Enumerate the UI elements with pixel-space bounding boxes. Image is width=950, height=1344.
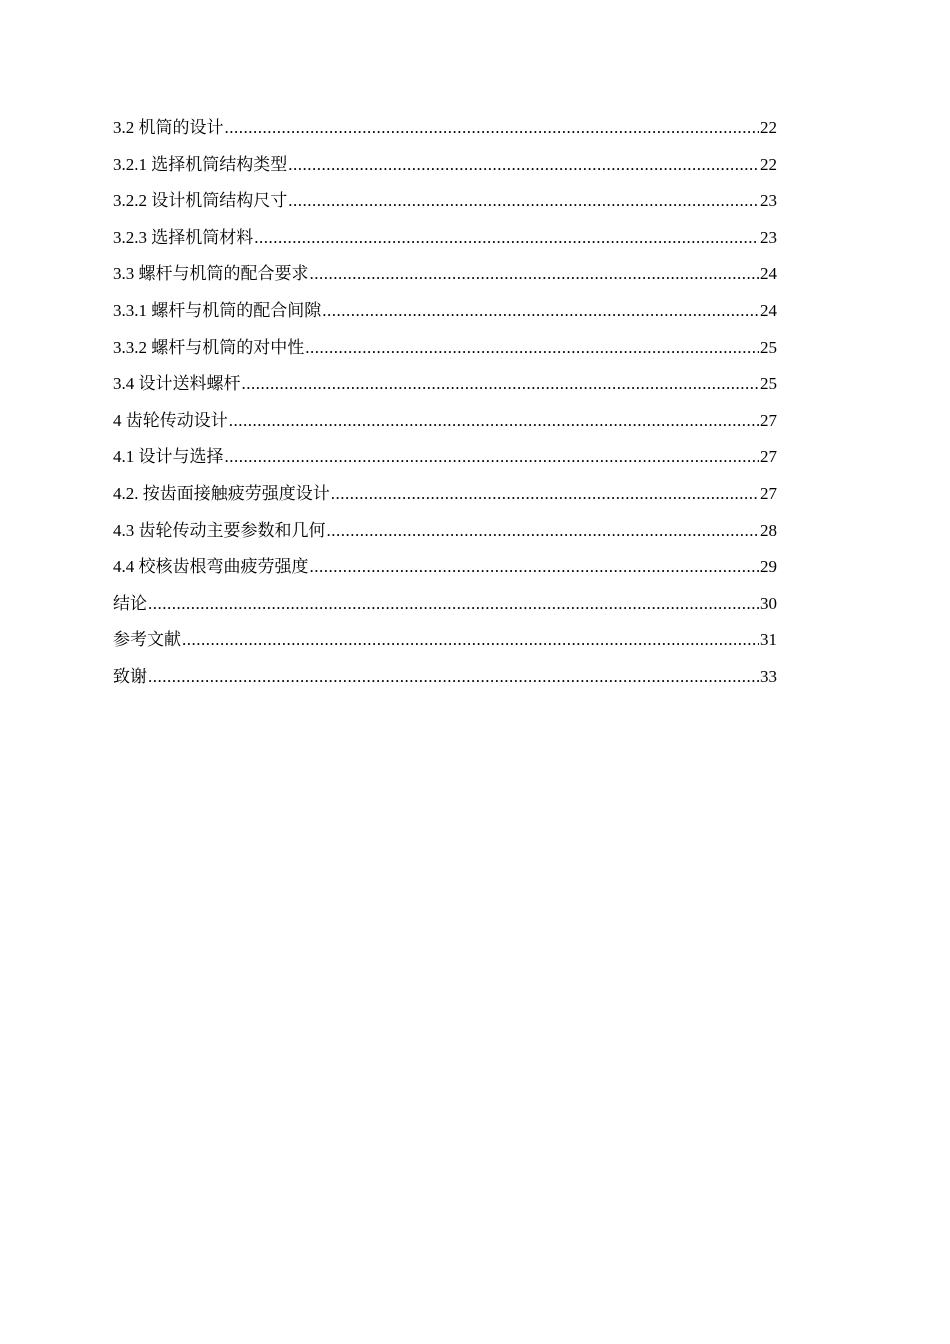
toc-entry[interactable] [113,662,777,699]
toc-entry-page: 27 [760,447,777,467]
toc-entry-page: 28 [760,520,777,540]
toc-dot-leader [288,155,759,175]
toc-entry-title: 3.2.3 选择机筒材料 [113,227,254,247]
toc-entry-title: 3.3.2 螺杆与机筒的对中性 [113,337,305,357]
toc-dot-leader [288,191,759,211]
toc-dot-leader [322,301,759,321]
toc-entry-page: 33 [760,666,777,686]
toc-entry-page: 27 [760,410,777,430]
toc-entry-title: 3.2.2 设计机筒结构尺寸 [113,191,288,211]
toc-entry-page: 24 [760,300,777,320]
toc-dot-leader [310,264,760,284]
toc-dot-leader [225,447,760,467]
toc-entry[interactable] [113,113,777,150]
toc-entry-page: 22 [760,154,777,174]
toc-dot-leader [327,521,760,541]
toc-entry[interactable] [113,296,777,333]
toc-entry-page: 25 [760,337,777,357]
toc-dot-leader [254,228,759,248]
toc-entry-title: 4.2. 按齿面接触疲劳强度设计 [113,483,330,503]
toc-entry-page: 23 [760,227,777,247]
toc-entry[interactable] [113,442,777,479]
toc-entry[interactable] [113,625,777,662]
toc-entry[interactable] [113,186,777,223]
toc-entry-title: 4.4 校核齿根弯曲疲劳强度 [113,557,309,577]
toc-entry-title: 4.1 设计与选择 [113,447,224,467]
toc-entry-page: 30 [760,593,777,613]
toc-entry-title: 结论 [113,593,147,613]
toc-entry-title: 3.3 螺杆与机筒的配合要求 [113,264,309,284]
toc-entry-title: 3.2.1 选择机筒结构类型 [113,154,288,174]
toc-entry[interactable] [113,589,777,626]
toc-entry[interactable] [113,259,777,296]
toc-dot-leader [148,667,759,687]
toc-entry-title: 4.3 齿轮传动主要参数和几何 [113,520,326,540]
toc-entry[interactable] [113,333,777,370]
toc-entry-title: 3.2 机筒的设计 [113,118,224,137]
toc-entry[interactable] [113,552,777,589]
toc-dot-leader [305,338,759,358]
toc-entry-page: 24 [760,264,777,284]
toc-dot-leader [182,630,759,650]
toc-dot-leader [148,594,759,614]
toc-dot-leader [225,118,760,138]
table-of-contents [113,113,777,699]
toc-entry[interactable] [113,406,777,443]
toc-entry-page: 29 [760,557,777,577]
toc-dot-leader [331,484,759,504]
toc-dot-leader [310,557,760,577]
toc-entry-title: 4 齿轮传动设计 [113,410,228,430]
toc-entry-page: 23 [760,191,777,211]
toc-entry[interactable] [113,369,777,406]
toc-entry-title: 3.4 设计送料螺杆 [113,374,241,394]
toc-entry-page: 25 [760,374,777,394]
toc-dot-leader [229,411,759,431]
toc-entry[interactable] [113,479,777,516]
toc-entry[interactable] [113,150,777,187]
toc-entry-title: 3.3.1 螺杆与机筒的配合间隙 [113,300,322,320]
toc-entry[interactable] [113,516,777,553]
toc-entry-title: 参考文献 [113,630,181,650]
toc-entry-page: 22 [760,118,777,137]
toc-entry-title: 致谢 [113,666,147,686]
toc-entry[interactable] [113,223,777,260]
toc-entry-page: 31 [760,630,777,650]
toc-dot-leader [242,374,760,394]
toc-entry-page: 27 [760,483,777,503]
